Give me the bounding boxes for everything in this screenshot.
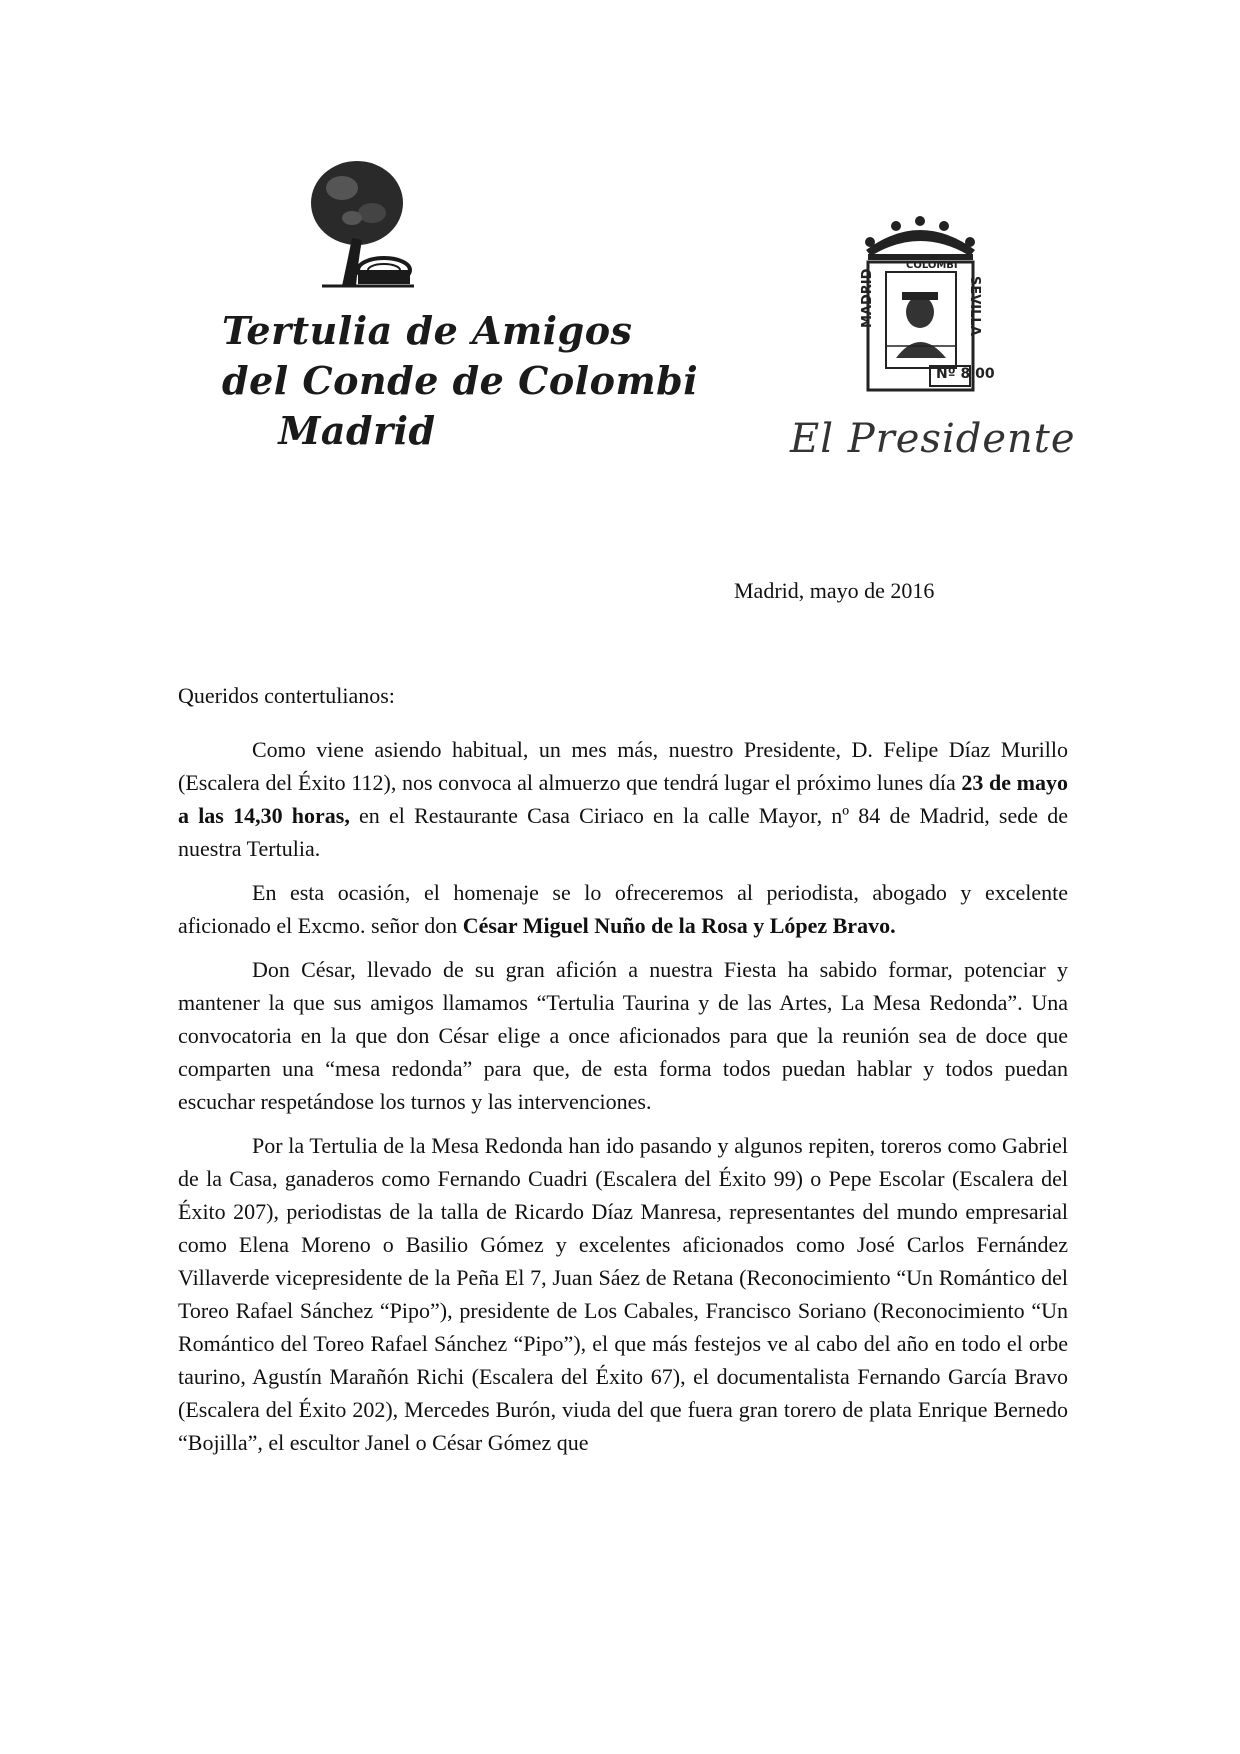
logo-line-2: del Conde de Colombi [222, 358, 699, 403]
paragraph-4: Por la Tertulia de la Mesa Redonda han ido pasando y algunos repiten, toreros como Gabriel de la Casa, ganaderos como Fernando Cuadri (Escalera del Éxito 99) o Pepe Escolar (Escalera del Éxito 207), periodistas de la talla de Ricardo Díaz Manresa, representantes del mundo empresarial como Elena Moreno o Basilio Gómez y excelentes aficionados como José Carlos Fernández Villaverde vicepresidente de la Peña El 7, Juan Sáez de Retana (Reconocimiento “Un Romántico del Toreo Rafael Sánchez “Pipo”), presidente de Los Cabales, Francisco Soriano (Reconocimiento “Un Romántico del Toreo Rafael Sánchez “Pipo”), el que más festejos ve al cabo del año en todo el orbe taurino, Agustín Marañón Richi (Escalera del Éxito 67), el documentalista Fernando García Bravo (Escalera del Éxito 202), Mercedes Burón, viuda del que fuera gran torero de plata Enrique Bernedo “Bojilla”, el escultor Janel o César Gómez que [178, 1133, 1068, 1455]
meeting-datetime: 23 de mayo a las 14,30 horas, [178, 770, 1068, 828]
crest-emblem [858, 216, 995, 396]
paragraph-3: Don César, llevado de su gran afición a nuestra Fiesta ha sabido formar, potenciar y mantener la que sus amigos llamamos “Tertulia Taurina y de las Artes, La Mesa Redonda”. Una convocatoria en la que don César elige a once aficionados para que la reunión sea de doce que comparten una “mesa redonda” para que, de esta forma todos puedan hablar y todos puedan escuchar respetándose los turnos y las intervenciones. [178, 957, 1068, 1114]
signature-title: El Presidente [790, 416, 1076, 462]
crest-number: Nº 8 00 [936, 366, 995, 382]
crest-madrid: MADRID [860, 268, 875, 328]
salutation: Queridos contertulianos: [178, 683, 395, 708]
paragraph-1 [178, 733, 1068, 865]
crest-title: COLOMBI [906, 260, 958, 271]
logo-line-3: Madrid [278, 408, 436, 453]
paragraph-1-text: Como viene asiendo habitual, un mes más, nuestro Presidente, D. Felipe Díaz Murillo (Escalera del Éxito 112), nos convoca al almuerzo que tendrá lugar el próximo lunes día [178, 737, 1068, 795]
letter-date: Madrid, mayo de 2016 [734, 578, 935, 603]
honoree-name: César Miguel Nuño de la Rosa y López Bravo. [462, 913, 896, 938]
society-logo [222, 158, 699, 458]
logo-line-1: Tertulia de Amigos [222, 308, 633, 353]
tree-bullring-icon [282, 158, 432, 298]
crest-sevilla: SEVILLA [967, 276, 982, 336]
letter-body [178, 733, 1068, 1470]
paragraph-1-text-end: en el Restaurante Casa Ciriaco en la calle Mayor, nº 84 de Madrid, sede de nuestra Tertulia. [178, 803, 1068, 861]
paragraph-2 [178, 876, 1068, 942]
paragraph-2-text: En esta ocasión, el homenaje se lo ofreceremos al periodista, abogado y excelente aficionado el Excmo. señor don [178, 880, 1068, 938]
